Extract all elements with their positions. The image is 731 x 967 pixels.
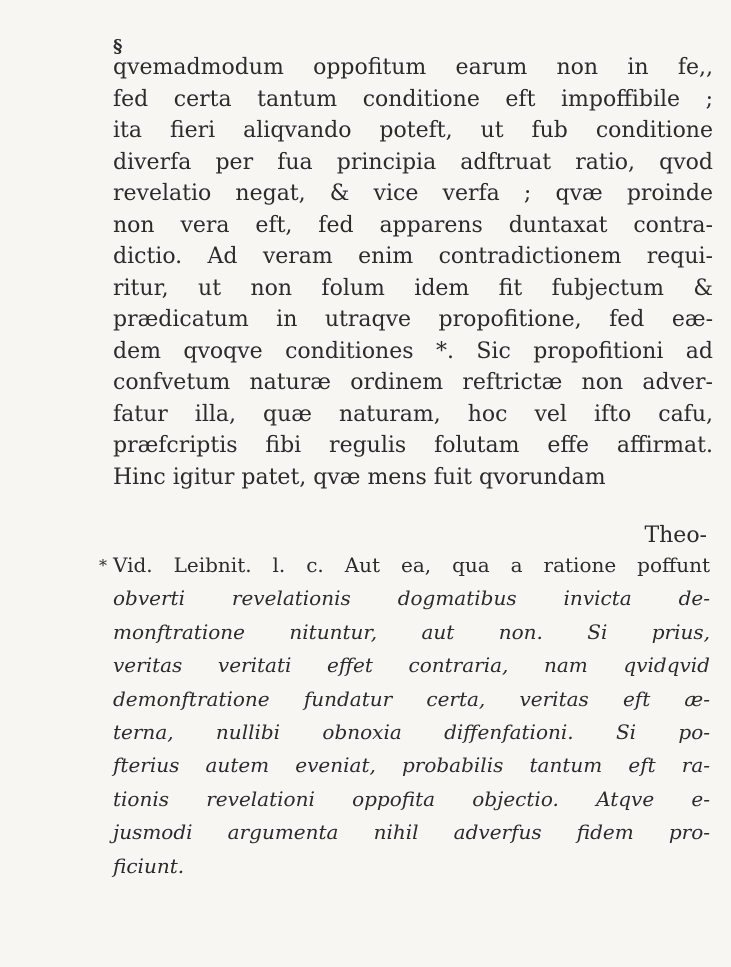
footnote-line: monftratione nituntur, aut non. Si prius,: [113, 619, 710, 644]
body-line: fed certa tantum conditione eft impoffibile ;: [113, 86, 713, 112]
body-line: ita fieri aliqvando poteft, ut fub conditione: [113, 118, 713, 143]
body-line: prædicatum in utraqve propofitione, fed eæ-: [113, 307, 713, 332]
footnote-line: obverti revelationis dogmatibus invicta de-: [113, 586, 710, 611]
signature-mark: §: [113, 36, 123, 57]
body-line: diverfa per fua principia adftruat ratio, qvod: [113, 149, 713, 175]
footnote-line: veritas veritati effet contraria, nam qvidqvid: [113, 653, 710, 678]
catchword: Theo-: [644, 523, 707, 548]
body-line: dictio. Ad veram enim contradictionem requi-: [113, 244, 713, 269]
body-line: confvetum naturæ ordinem reftrictæ non adver-: [113, 370, 713, 395]
footnote-line: terna, nullibi obnoxia diffenfationi. Si po-: [113, 720, 710, 745]
body-line: fatur illa, quæ naturam, hoc vel ifto cafu,: [113, 401, 713, 427]
body-line: revelatio negat, & vice verfa ; qvæ proinde: [113, 181, 713, 206]
body-line: qvemadmodum oppofitum earum non in fe,,: [113, 55, 713, 80]
footnote-line: jusmodi argumenta nihil adverfus fidem pro-: [113, 820, 710, 845]
body-line: ritur, ut non folum idem fit fubjectum &: [113, 275, 713, 301]
footnote-line: demonftratione fundatur certa, veritas eft æ-: [113, 686, 710, 711]
body-line: non vera eft, fed apparens duntaxat contra-: [113, 212, 713, 238]
body-line: præfcriptis fibi regulis folutam effe affirmat.: [113, 433, 713, 458]
body-paragraph: [113, 52, 713, 493]
footnote-marker: *: [99, 556, 107, 575]
footnote-line: ficiunt.: [113, 853, 185, 878]
body-line: dem qvoqve conditiones *. Sic propofitioni ad: [113, 338, 713, 364]
body-line: Hinc igitur patet, qvæ mens fuit qvorundam: [113, 464, 606, 490]
footnote: [99, 549, 710, 883]
footnote-line: fterius autem eveniat, probabilis tantum eft ra-: [113, 753, 710, 778]
footnote-line: Vid. Leibnit. l. c. Aut ea, qua a ratione poffunt: [113, 553, 710, 577]
footnote-line: tionis revelationi oppofita objectio. Atqve e-: [113, 786, 710, 811]
